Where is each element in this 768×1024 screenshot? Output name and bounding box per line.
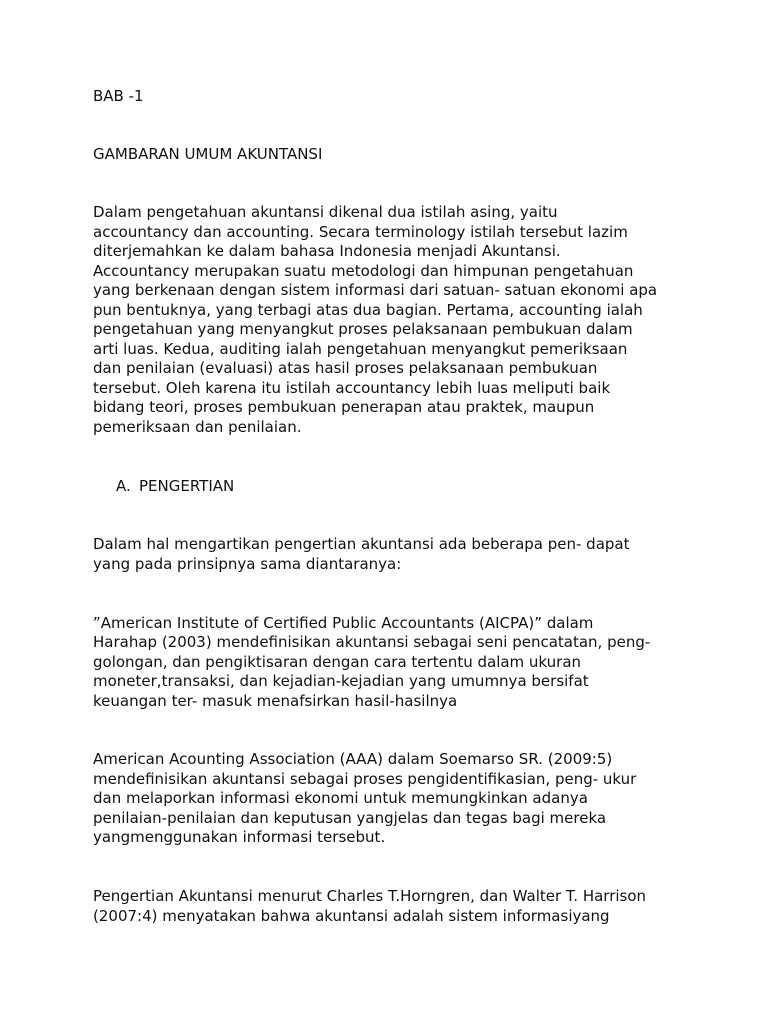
paragraph-line: bidang teori, proses pembukuan penerapan atau praktek, maupun [93, 398, 595, 416]
section-marker: A. [116, 477, 131, 495]
paragraph-line: Dalam pengetahuan akuntansi dikenal dua istilah asing, yaitu [93, 203, 558, 221]
paragraph-line: yang berkenaan dengan sistem informasi dari satuan- satuan ekonomi apa [93, 281, 658, 299]
paragraph-line: accountancy dan accounting. Secara terminology istilah tersebut lazim [93, 222, 628, 241]
paragraph-line: pun bentuknya, yang terbagi atas dua bagian. Pertama, accounting ialah [93, 300, 643, 319]
section-heading-text: PENGERTIAN [139, 477, 235, 495]
paragraph-line: Harahap (2003) mendefinisikan akuntansi sebagai seni pencatatan, peng- [93, 633, 651, 651]
paragraph-line: Dalam hal mengartikan pengertian akuntansi ada beberapa pen- dapat [93, 535, 630, 553]
paragraph-line: moneter,transaksi, dan kejadian-kejadian yang umumnya bersifat [93, 672, 589, 690]
paragraph-line: golongan, dan pengiktisaran dengan cara tertentu dalam ukuran [93, 652, 582, 671]
paragraph-line: keuangan ter- masuk menafsirkan hasil-hasilnya [93, 691, 458, 710]
paragraph-line: dan penilaian (evaluasi) atas hasil proses pelaksanaan pembukuan [93, 359, 598, 377]
paragraph-line: yang pada prinsipnya sama diantaranya: [93, 554, 402, 573]
paragraph-line: arti luas. Kedua, auditing ialah pengetahuan menyangkut pemeriksaan [93, 339, 628, 358]
paragraph-line: American Acounting Association (AAA) dalam Soemarso SR. (2009:5) [93, 750, 613, 768]
paragraph-line: ”American Institute of Certified Public Accountants (AICPA)” dalam [93, 613, 594, 632]
paragraph-line: Accountancy merupakan suatu metodologi dan himpunan pengetahuan [93, 261, 634, 280]
paragraph-line: pemeriksaan dan penilaian. [93, 417, 302, 436]
chapter-label: BAB -1 [93, 87, 144, 105]
paragraph-line: Pengertian Akuntansi menurut Charles T.Horngren, dan Walter T. Harrison [93, 887, 647, 905]
paragraph-line: diterjemahkan ke dalam bahasa Indonesia menjadi Akuntansi. [93, 242, 561, 260]
paragraph-line: tersebut. Oleh karena itu istilah accountancy lebih luas meliputi baik [93, 378, 611, 397]
paragraph-line: mendefinisikan akuntansi sebagai proses pengidentifikasian, peng- ukur [93, 769, 637, 788]
paragraph-line: dan melaporkan informasi ekonomi untuk memungkinkan adanya [93, 789, 588, 807]
paragraph-line: yangmenggunakan informasi tersebut. [93, 828, 386, 846]
paragraph-line: (2007:4) menyatakan bahwa akuntansi adalah sistem informasiyang [93, 906, 610, 925]
paragraph-line: pengetahuan yang menyangkut proses pelaksanaan pembukuan dalam [93, 320, 633, 338]
paragraph-line: penilaian-penilaian dan keputusan yangjelas dan tegas bagi mereka [93, 808, 607, 827]
document-title: GAMBARAN UMUM AKUNTANSI [93, 145, 323, 163]
